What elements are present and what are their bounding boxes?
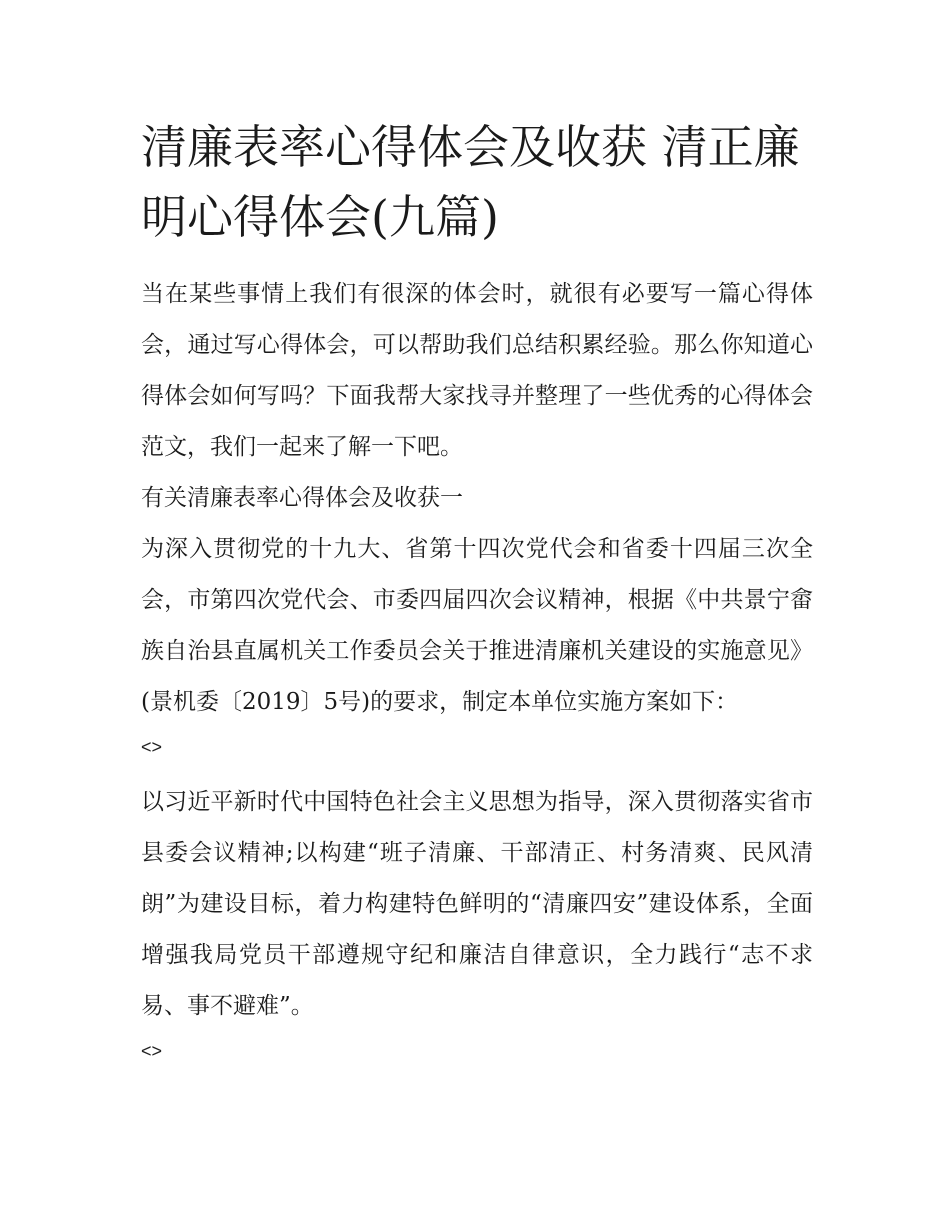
section-heading: 有关清廉表率心得体会及收获一 [141,485,463,511]
body-paragraph-1: 为深入贯彻党的十九大、省第十四次党代会和省委十四届三次全会，市第四次党代会、市委四届四次会议精神，根据《中共景宁畲族自治县直属机关工作委员会关于推进清廉机关建设的实施意见》(景机委〔2019〕5号)的要求，制定本单位实施方案如下： [141,536,813,715]
placeholder-marker-1: <> [141,737,163,757]
intro-paragraph: 当在某些事情上我们有很深的体会时，就很有必要写一篇心得体会，通过写心得体会，可以帮助我们总结积累经验。那么你知道心得体会如何写吗？下面我帮大家找寻并整理了一些优秀的心得体会范文，我们一起来了解一下吧。 [141,281,813,460]
document-body [141,112,813,1071]
body-paragraph-2: 以习近平新时代中国特色社会主义思想为指导，深入贯彻落实省市县委会议精神;以构建“班子清廉、干部清正、村务清爽、民风清朗”为建设目标，着力构建特色鲜明的“清廉四安”建设体系，全面增强我局党员干部遵规守纪和廉洁自律意识，全力践行“志不求易、事不避难”。 [141,789,813,1019]
placeholder-marker-2: <> [141,1041,163,1061]
document-title: 清廉表率心得体会及收获 清正廉明心得体会(九篇) [141,120,800,244]
